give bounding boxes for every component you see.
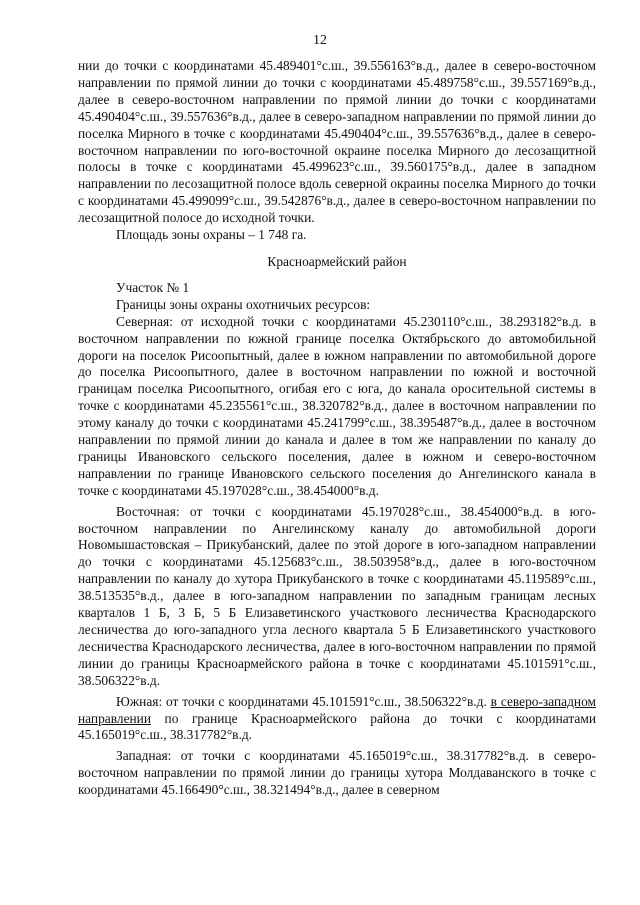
southern-boundary-end: по границе Красноармейского района до точки с координатами 45.165019°с.ш., 38.317782°в.д. [78,710,596,743]
page-number: 12 [313,33,327,48]
underlined-direction: в северо-западном направлении [78,693,596,726]
southern-boundary-start: Южная: от точки с координатами 45.101591°с.ш., 38.506322°в.д. [116,693,491,709]
eastern-boundary: Восточная: от точки с координатами 45.197028°с.ш., 38.454000°в.д. в юго-восточном направлении по Ангелинскому каналу до автомобильной дороги Новомышастовская – Прикубанский, далее по этой дороге в юго-западном направлении до точки с координатами 45.125683°с.ш., 38.503958°в.д., далее в юго-восточном направлении по каналу до хутора Прикубанского в точке с координатами 45.119589°с.ш., 38.513535°в.д., далее в юго-западном направлении по западным границам лесных кварталов 1 Б, 3 Б, 5 Б Елизаветинского участкового лесничества Краснодарского лесничества до юго-западного угла лесного квартала 5 Б Елизаветинского участкового лесничества Краснодарского лесничества, далее в юго-восточном направлении по прямой линии до границы Красноармейского района в точке с координатами 45.101591°с.ш., 38.506322°в.д. [78,503,596,688]
northern-boundary: Северная: от исходной точки с координатами 45.230110°с.ш., 38.293182°в.д. в восточном направлении по южной границе поселка Октябрьского до автомобильной дороги на поселок Рисоопытный, далее в южном направлении по автомобильной дороге до поселка Рисоопытного, далее в восточном направлении по южной и восточной границам поселка Рисоопытного, огибая его с юга, до канала оросительной системы в точке с координатами 45.235561°с.ш., 38.320782°в.д., далее в восточном направлении по этому каналу до точки с координатами 45.241799°с.ш., 38.395487°в.д., далее в восточном направлении по прямой линии до канала и далее в том же направлении по каналу до границы Ивановского сельского поселения, далее в южном и северо-восточном направлении по границе Ивановского сельского поселения до Ангелинского канала в точке с координатами 45.197028°с.ш., 38.454000°в.д. [78,313,596,498]
district-heading: Красноармейский район [267,253,407,269]
document-body [78,58,596,799]
boundaries-intro: Границы зоны охраны охотничьих ресурсов: [116,296,371,312]
plot-title: Участок № 1 [116,279,190,295]
protection-area-size: Площадь зоны охраны – 1 748 га. [116,227,307,243]
southern-boundary [78,694,596,745]
paragraph-continuation: нии до точки с координатами 45.489401°с.ш., 39.556163°в.д., далее в северо-восточном направлении по прямой линии до точки с координатами 45.489758°с.ш., 39.557169°в.д., далее в северо-восточном направлении по прямой линии до точки с координатами 45.490404°с.ш., 39.557636°в.д., далее в северо-западном направлении по прямой линии до поселка Мирного в точке с координатами 45.490404°с.ш., 39.557636°в.д., далее в северо-восточном направлении по юго-восточной окраине поселка Мирного до лесозащитной полосы в точке с координатами 45.499623°с.ш., 39.560175°в.д., далее в западном направлении по лесозащитной полосе вдоль северной окраины поселка Мирного до точки с координатами 45.499099°с.ш., 39.542876°в.д., далее в северо-восточном направлении по лесозащитной полосе до исходной точки. [78,58,596,226]
western-boundary: Западная: от точки с координатами 45.165019°с.ш., 38.317782°в.д. в северо-восточном направлении по прямой линии до границы хутора Молдаванского в точке с координатами 45.166490°с.ш., 38.321494°в.д., далее в северном [78,748,596,798]
